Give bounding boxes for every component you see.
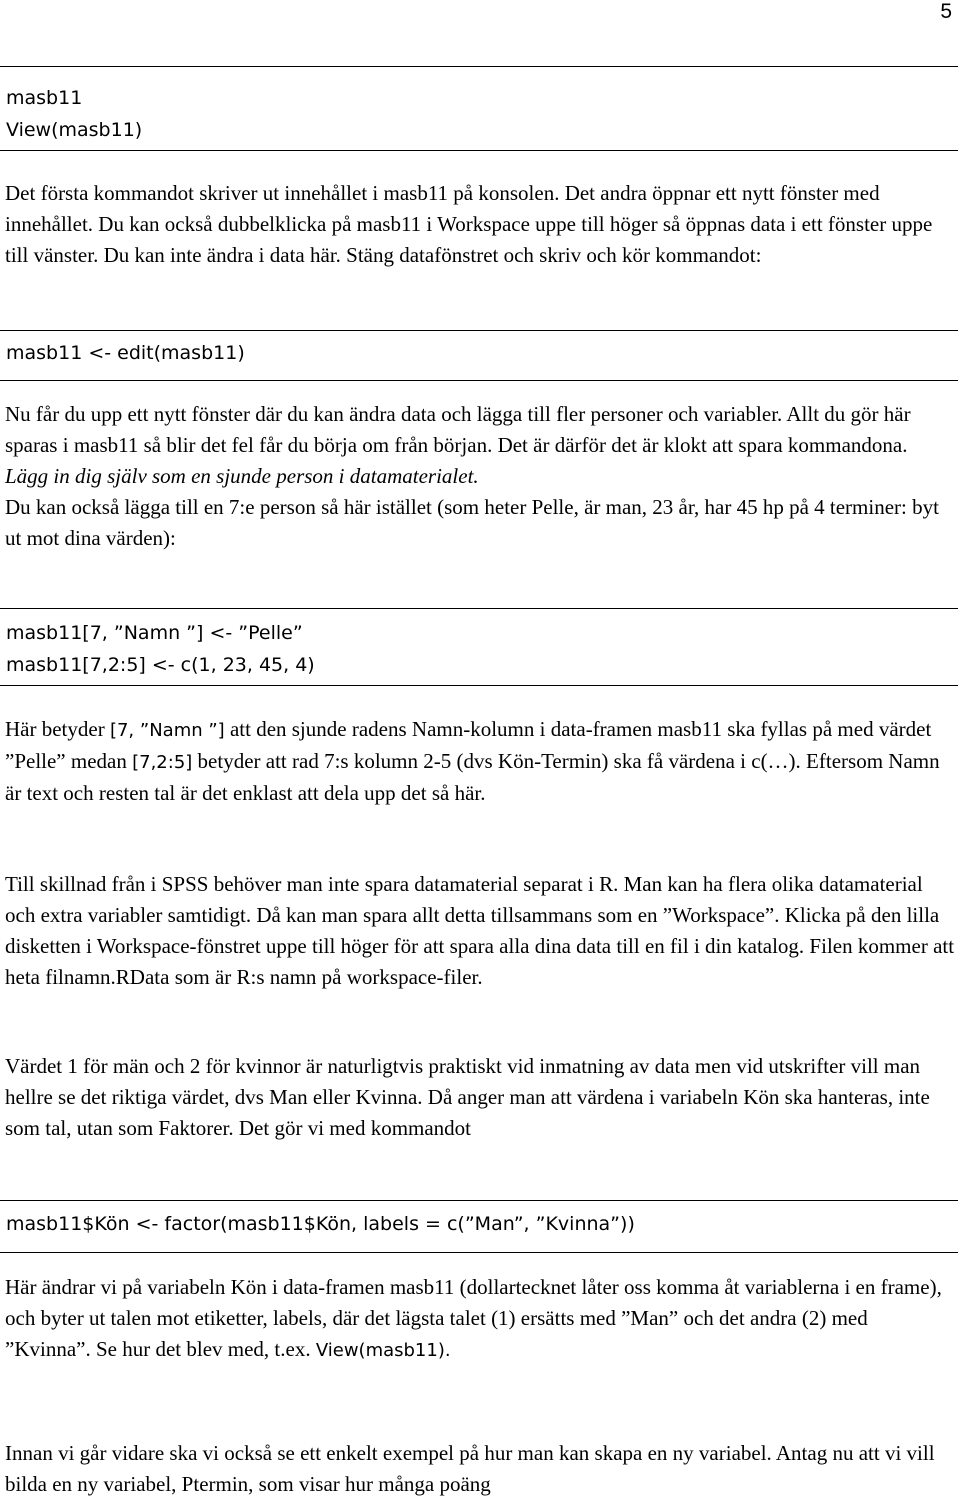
text-span: Här betyder — [5, 717, 110, 741]
code-block-top-rule — [0, 1200, 958, 1201]
code-line: masb11[7, ”Namn ”] <- ”Pelle” — [6, 622, 303, 644]
code-block-2 — [6, 337, 245, 369]
code-block-bottom-rule — [0, 1252, 958, 1253]
code-block-top-rule — [0, 608, 958, 609]
paragraph-text: Du kan också lägga till en 7:e person så här istället (som heter Pelle, är man, 23 år, har 45 hp på 4 terminer: byt ut mot dina värden): — [5, 495, 939, 550]
paragraph-text: Värdet 1 för män och 2 för kvinnor är naturligtvis praktiskt vid inmatning av data men vid utskrifter vill man hellre se det riktiga värdet, dvs Man eller Kvinna. Då anger man att värdena i variabeln Kön ska hanteras, inte som tal, utan som Faktorer. Det gör vi med kommandot — [5, 1054, 930, 1140]
paragraph-1 — [5, 178, 955, 271]
code-block-3 — [6, 617, 315, 681]
code-block-bottom-rule — [0, 150, 958, 151]
text-span: Här ändrar vi på variabeln Kön i data-framen masb11 (dollartecknet låter oss komma åt variablerna i en frame), och byter ut talen mot etiketter, labels, där det lägsta talet (1) ersätts med ”Man” och det andra (2) med ”Kvinna”. Se hur det blev med, t.ex. — [5, 1275, 942, 1361]
paragraph-4 — [5, 714, 955, 809]
code-block-bottom-rule — [0, 380, 958, 381]
inline-code: [7, ”Namn ”] — [109, 720, 225, 741]
code-block-4 — [6, 1208, 635, 1240]
paragraph-5 — [5, 869, 955, 993]
code-line: masb11$Kön <- factor(masb11$Kön, labels = c(”Man”, ”Kvinna”)) — [6, 1213, 635, 1235]
paragraph-7 — [5, 1272, 955, 1366]
paragraph-text — [5, 1272, 955, 1366]
code-block-top-rule — [0, 66, 958, 67]
code-line: masb11 — [6, 87, 83, 109]
paragraph-text: Det första kommandot skriver ut innehållet i masb11 på konsolen. Det andra öppnar ett nytt fönster med innehållet. Du kan också dubbelklicka på masb11 i Workspace uppe till höger så öppnas data i ett fönster uppe till vänster. Du kan inte ändra i data här. Stäng datafönstret och skriv och kör kommandot: — [5, 181, 933, 267]
inline-code: View(masb11). — [315, 1340, 451, 1361]
paragraph-italic: Lägg in dig själv som en sjunde person i datamaterialet. — [5, 464, 479, 488]
page-number: 5 — [940, 0, 952, 23]
text-span: betyder att rad 7:s kolumn 2-5 (dvs Kön-Termin) ska få värdena i c(…). Eftersom Namn är text och resten tal är det enklast att dela upp det så här. — [5, 749, 940, 805]
code-block-top-rule — [0, 330, 958, 331]
code-block-bottom-rule — [0, 685, 958, 686]
inline-code: [7,2:5] — [132, 752, 193, 773]
paragraph-8 — [5, 1438, 955, 1500]
paragraph-text: Nu får du upp ett nytt fönster där du kan ändra data och lägga till fler personer och variabler. Allt du gör här sparas i masb11 så blir det fel får du börja om från början. Det är därför det är klokt att spara kommandona. — [5, 402, 911, 457]
paragraph-text: Till skillnad från i SPSS behöver man inte spara datamaterial separat i R. Man kan ha flera olika datamaterial och extra variabler samtidigt. Då kan man spara allt detta tillsammans som en ”Workspace”. Klicka på den lilla disketten i Workspace-fönstret uppe till höger för att spara alla dina data till en fil i din katalog. Filen kommer att heta filnamn.RData som är R:s namn på workspace-filer. — [5, 872, 955, 989]
code-line: masb11[7,2:5] <- c(1, 23, 45, 4) — [6, 654, 315, 676]
code-line: View(masb11) — [6, 119, 143, 141]
code-block-1 — [6, 82, 142, 146]
paragraph-text: Innan vi går vidare ska vi också se ett enkelt exempel på hur man kan skapa en ny variabel. Antag nu att vi vill bilda en ny variabel, Ptermin, som visar hur många poäng — [5, 1441, 935, 1496]
paragraph-2 — [5, 399, 955, 554]
paragraph-6 — [5, 1051, 955, 1144]
paragraph-text — [5, 714, 955, 809]
text-span: att den sjunde radens Namn-kolumn i data-framen masb11 ska fyllas på med värdet ”Pelle” medan — [5, 717, 932, 773]
code-line: masb11 <- edit(masb11) — [6, 342, 245, 364]
